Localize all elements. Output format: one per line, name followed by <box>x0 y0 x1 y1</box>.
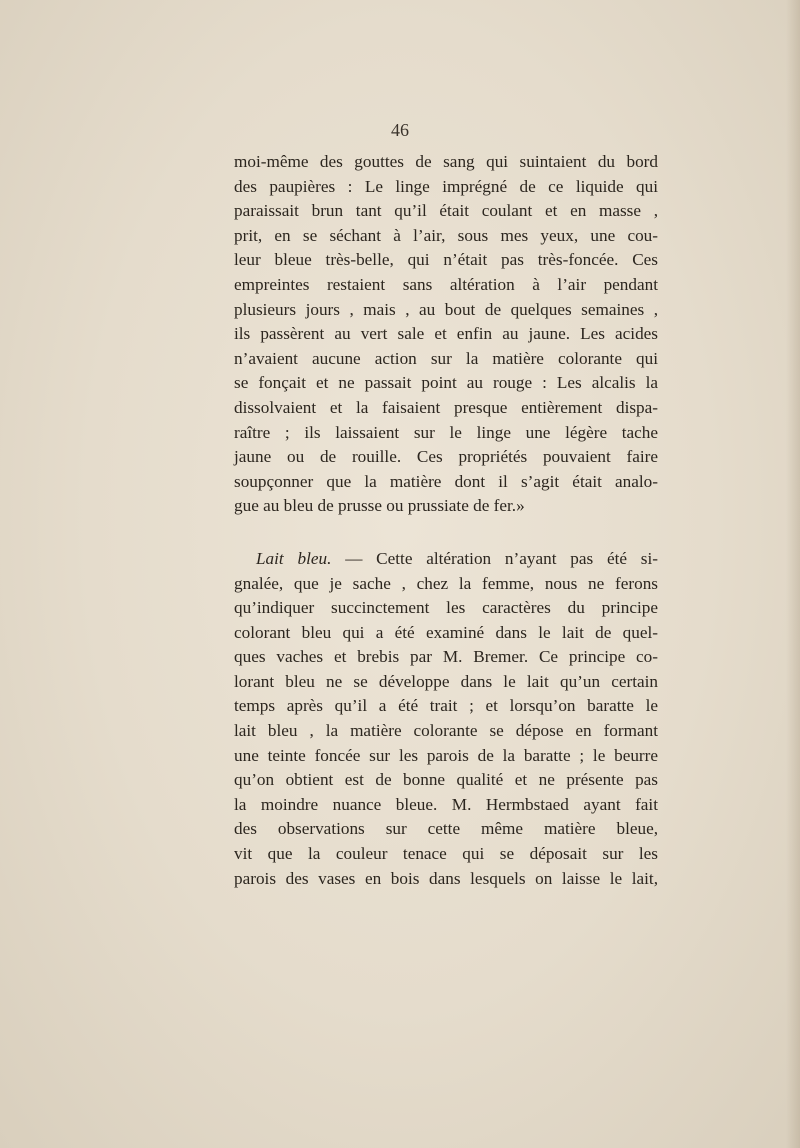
text-line: lorant bleu ne se développe dans le lait qu’un certain <box>234 671 658 691</box>
body-text <box>234 150 658 891</box>
text-line: empreintes restaient sans altération à l’air pendant <box>234 274 658 294</box>
text-line: colorant bleu qui a été examiné dans le lait de quel- <box>234 622 658 642</box>
text-line: une teinte foncée sur les parois de la baratte ; le beurre <box>234 745 658 765</box>
text-line: temps après qu’il a été trait ; et lorsqu’on baratte le <box>234 696 658 716</box>
text-line: ques vaches et brebis par M. Bremer. Ce principe co- <box>234 647 658 667</box>
text-line: ils passèrent au vert sale et enfin au jaune. Les acides <box>234 324 658 344</box>
text-line: parois des vases en bois dans lesquels on laisse le lait, <box>234 868 658 888</box>
text-line: leur bleue très-belle, qui n’était pas très-foncée. Ces <box>234 250 658 270</box>
text-line: dissolvaient et la faisaient presque entièrement dispa- <box>234 397 658 417</box>
text-line: plusieurs jours , mais , au bout de quelques semaines , <box>234 299 658 319</box>
text-line: moi-même des gouttes de sang qui suintaient du bord <box>234 152 658 171</box>
page-number: 46 <box>391 120 409 140</box>
paragraph-1 <box>234 150 658 519</box>
text-line: n’avaient aucune action sur la matière colorante qui <box>234 348 658 368</box>
text-line: soupçonner que la matière dont il s’agit était analo- <box>234 471 658 491</box>
text-line: des observations sur cette même matière bleue, <box>234 819 658 839</box>
text-line: paraissait brun tant qu’il était coulant et en masse , <box>234 201 658 221</box>
text-line: des paupières : Le linge imprégné de ce liquide qui <box>234 176 658 196</box>
text-line: raître ; ils laissaient sur le linge une légère tache <box>234 422 658 442</box>
text-line: la moindre nuance bleue. M. Hermbstaed ayant fait <box>234 794 658 814</box>
text-line: gue au bleu de prusse ou prussiate de fer.» <box>234 496 525 516</box>
text-line: prit, en se séchant à l’air, sous mes yeux, une cou- <box>234 225 658 245</box>
text-line: qu’on obtient est de bonne qualité et ne présente pas <box>234 770 658 790</box>
paragraph-2-first-line <box>234 547 658 572</box>
paragraph-2 <box>234 547 658 891</box>
text-line: vit que la couleur tenace qui se déposait sur les <box>234 844 658 864</box>
text-line: jaune ou de rouille. Ces propriétés pouvaient faire <box>234 447 658 467</box>
text-line: se fonçait et ne passait point au rouge : Les alcalis la <box>234 373 658 393</box>
text-fragment: — Cette altération n’ayant pas été si- <box>331 548 658 568</box>
text-line: qu’indiquer succinctement les caractères du principe <box>234 598 658 618</box>
section-heading-lait-bleu: Lait bleu. <box>256 548 332 568</box>
text-line: gnalée, que je sache , chez la femme, nous ne ferons <box>234 573 658 593</box>
page-edge-shadow <box>786 0 800 1148</box>
text-line: lait bleu , la matière colorante se dépose en formant <box>234 721 658 741</box>
